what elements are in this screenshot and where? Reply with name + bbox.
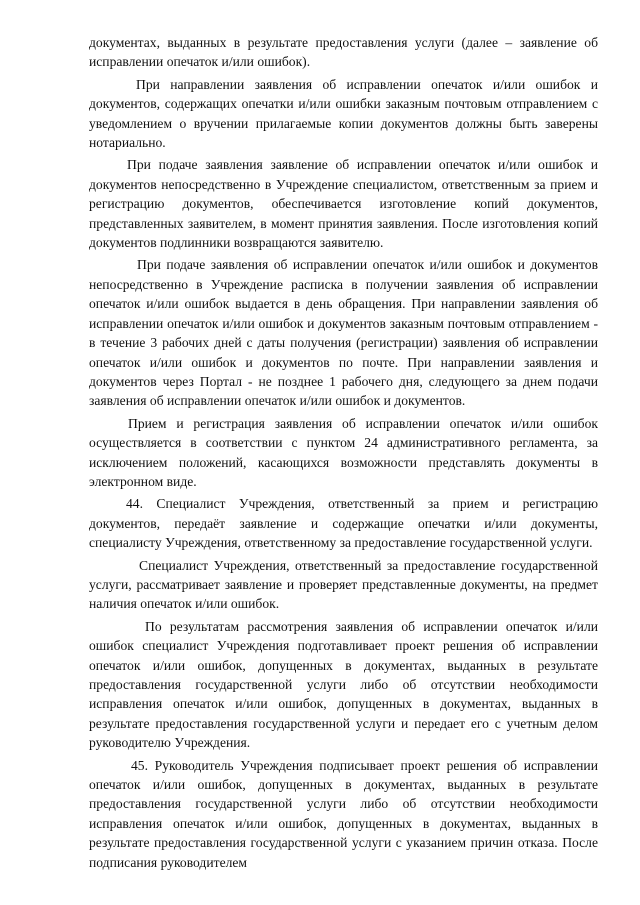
paragraph-item-45: 45. Руководитель Учреждения подписывает проект решения об исправлении опечаток и/или ошибок, допущенных в документах, выданных в результате предоставления государственной услуги либо об отсутствии необходимости исправления опечаток и/или ошибок, допущенных в документах, выданных в результате предоставления государственной услуги с указанием причин отказа. После подписания руководителем bbox=[89, 757, 598, 870]
paragraph-receipt: При подаче заявления об исправлении опечаток и/или ошибок и документов непосредственно в Учреждение расписка в получении заявления об исправлении опечаток и/или ошибок выдается в день обращения. При направлении заявления об исправлении опечаток и/или ошибок и документов заказным почтовым отправлением - в течение 3 рабочих дней с даты получения (регистрации) заявления об исправлении опечаток и/или ошибок и документов по почте. При направлении заявления и документов через Портал - не позднее 1 рабочего дня, следующего за днем подачи заявления об исправлении опечаток и/или ошибок и документов. bbox=[89, 257, 598, 409]
paragraph-mail-submission: При направлении заявления об исправлении опечаток и/или ошибок и документов, содержащих опечатки и/или ошибки заказным почтовым отправлением с уведомлением о вручении прилагаемые копии документов должны быть заверены нотариально. bbox=[89, 76, 598, 151]
paragraph-registration: Прием и регистрация заявления об исправлении опечаток и/или ошибок осуществляется в соответствии с пунктом 24 административного регламента, за исключением положений, касающихся возможности представлять документы в электронном виде. bbox=[89, 415, 598, 489]
paragraph-direct-submission: При подаче заявления заявление об исправлении опечаток и/или ошибок и документов непосредственно в Учреждение специалистом, ответственным за прием и регистрацию документов, обеспечивается изготовление копий документов, представленных заявителем, в момент принятия заявления. После изготовления копий документов подлинники возвращаются заявителю. bbox=[89, 157, 598, 251]
paragraph-draft-decision: По результатам рассмотрения заявления об исправлении опечаток и/или ошибок специалист Учреждения подготавливает проект решения об исправлении опечаток и/или ошибок, допущенных в документах, выданных в результате предоставления государственной услуги либо об отсутствии необходимости исправления опечаток и/или ошибок, допущенных в документах, выданных в результате предоставления государственной услуги и передает его с учетным делом руководителю Учреждения. bbox=[89, 618, 598, 751]
document-page bbox=[89, 33, 598, 875]
paragraph-review: Специалист Учреждения, ответственный за предоставление государственной услуги, рассматривает заявление и проверяет представленные документы, на предмет наличия опечаток и/или ошибок. bbox=[89, 557, 598, 612]
paragraph-item-44: 44. Специалист Учреждения, ответственный за прием и регистрацию документов, передаёт заявление и содержащие опечатки и/или документы, специалисту Учреждения, ответственному за предоставление государственной услуги. bbox=[89, 496, 598, 551]
paragraph-continuation: документах, выданных в результате предоставления услуги (далее – заявление об исправлении опечаток и/или ошибок). bbox=[89, 35, 598, 70]
